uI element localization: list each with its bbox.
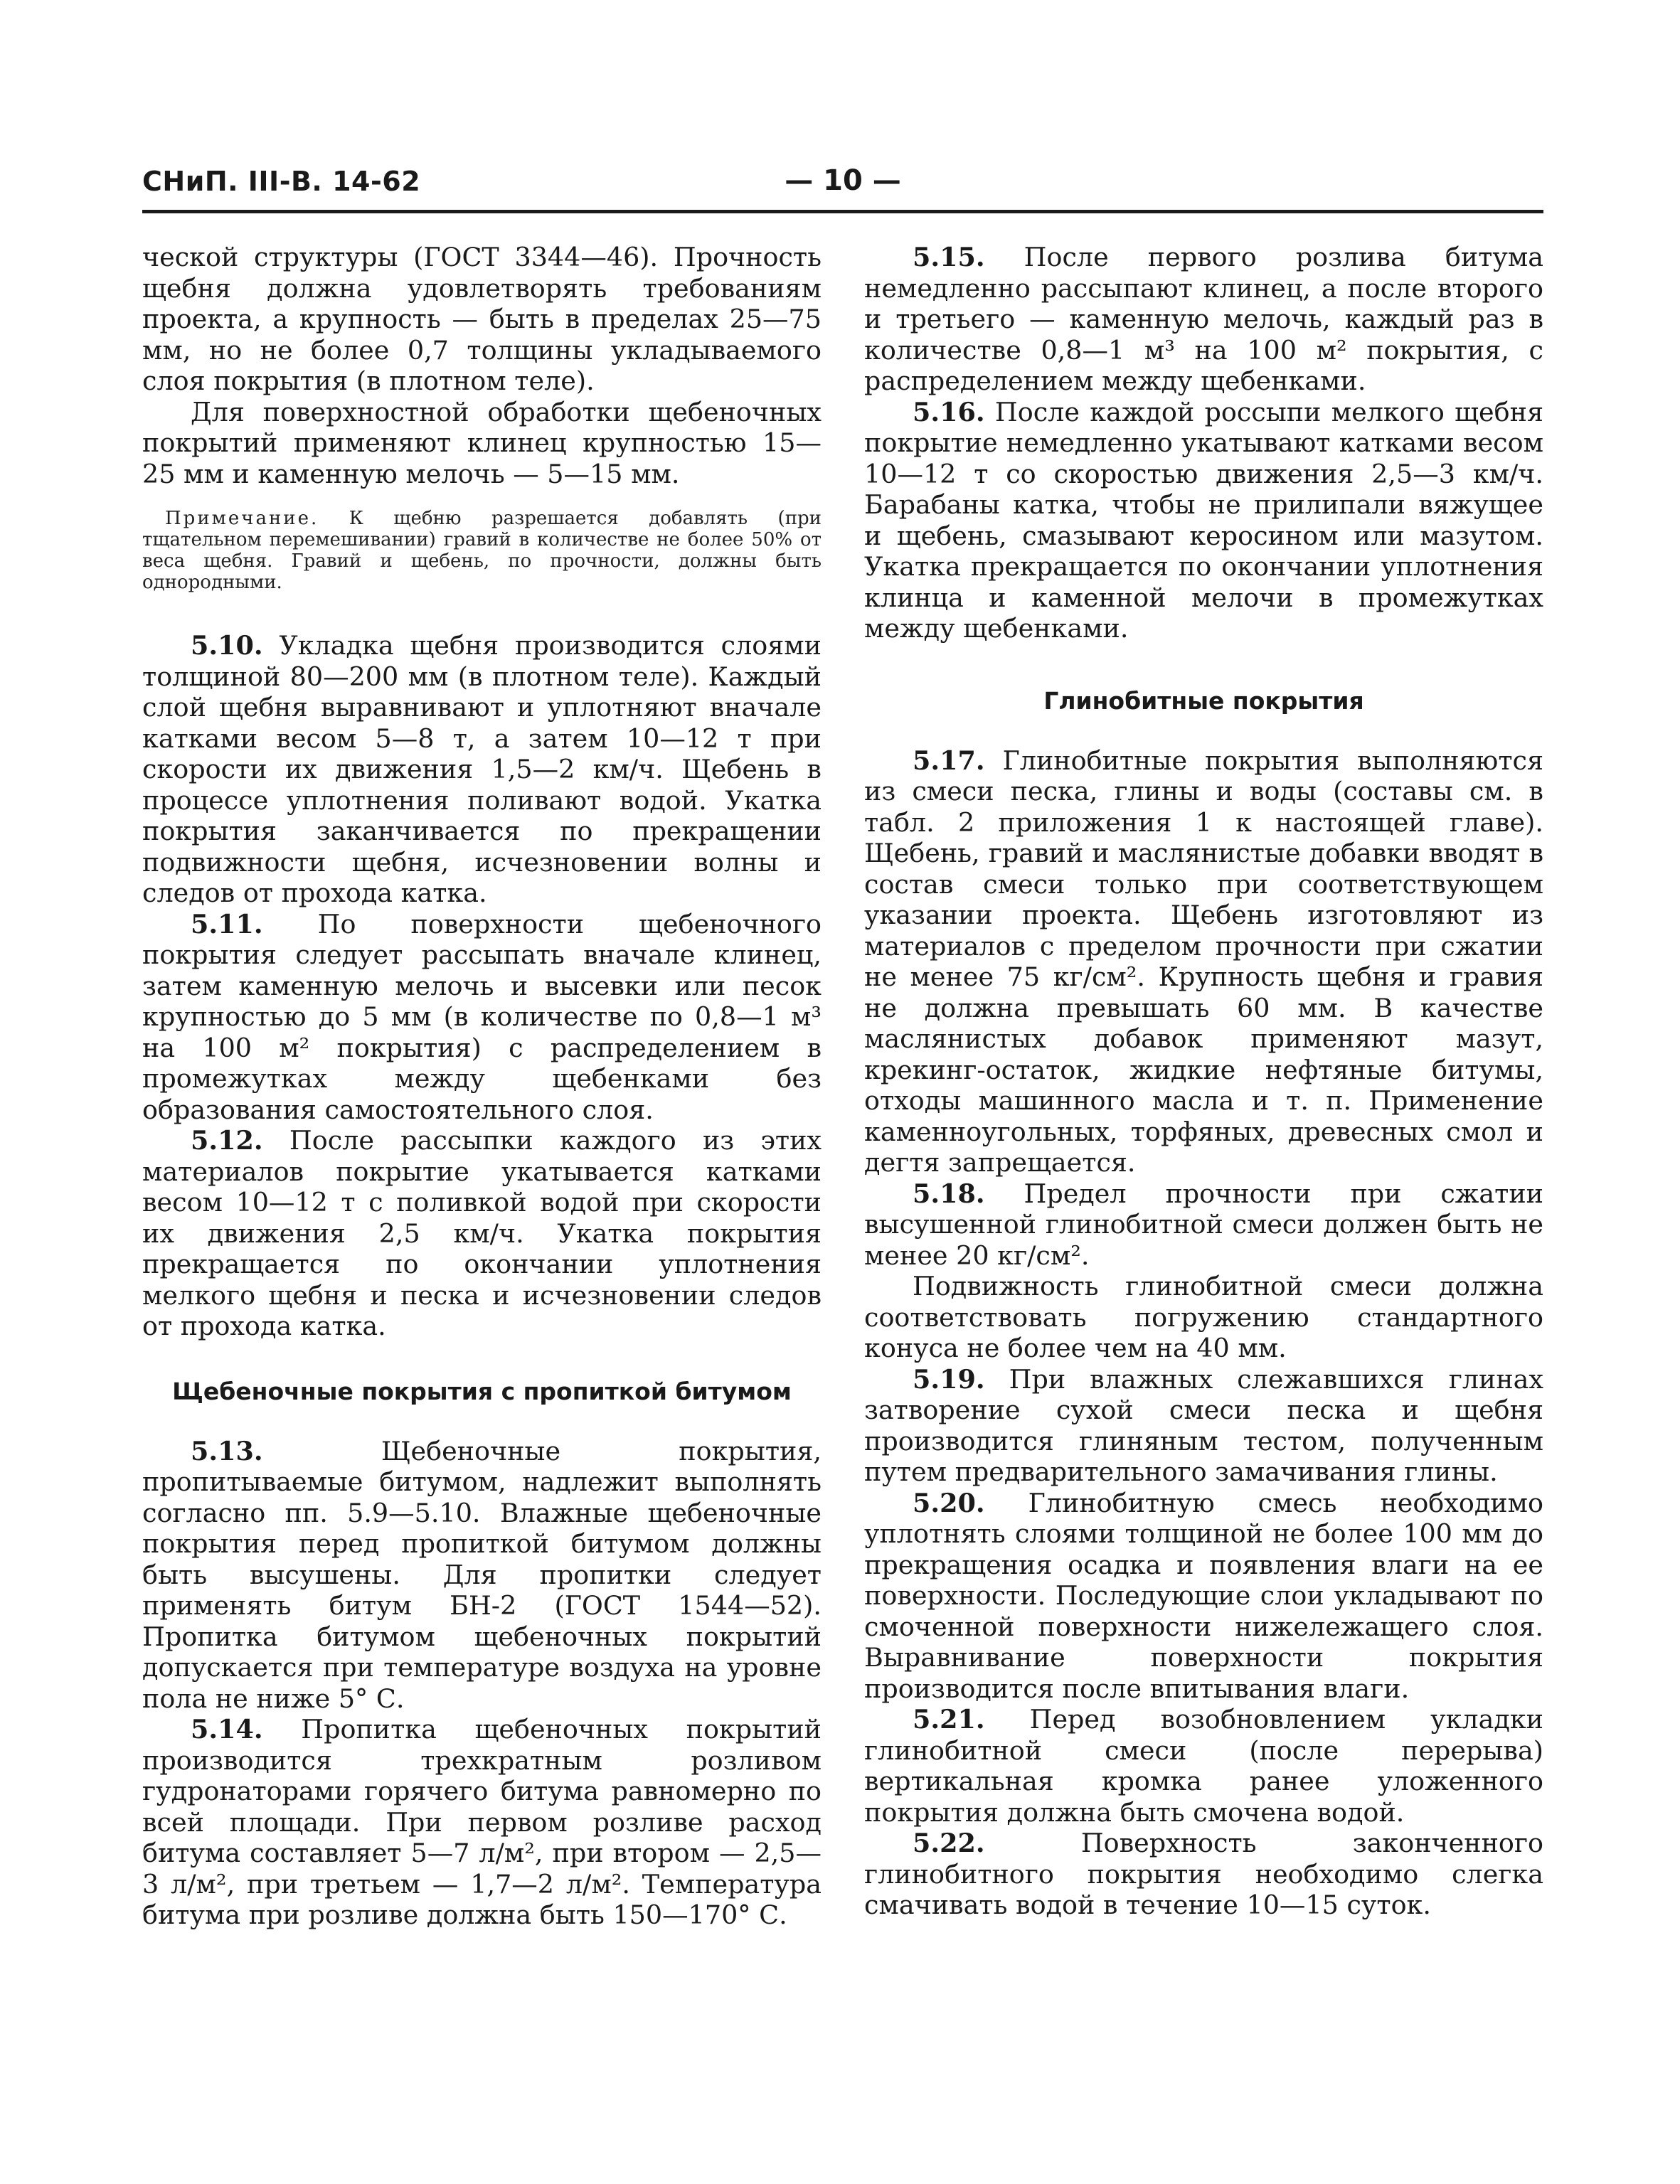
paragraph-5-11: 5.11. По поверхности щебеночного покрытия следует рассыпать вначале клинец, затем каменную мелочь и высевки или песок крупностью до 5 мм (в количестве по 0,8—1 м³ на 100 м² покрытия) с распределением в промежутках между щебенками без образования самостоятельного слоя. [142,908,822,1125]
clause-number: 5.17. [913,745,985,776]
paragraph-5-18: 5.18. Предел прочности при сжатии высушенной глинобитной смеси должен быть не менее 20 кг/см². [864,1178,1543,1271]
clause-number: 5.15. [913,242,985,272]
note [142,508,822,593]
paragraph-surface-treatment: Для поверхностной обработки щебеночных покрытий применяют клинец крупностью 15—25 мм и каменную мелочь — 5—15 мм. [142,396,822,489]
clause-number: 5.22. [913,1828,985,1858]
clause-number: 5.12. [191,1125,263,1156]
paragraph-5-18-mobility: Подвижность глинобитной смеси должна соответствовать погружению стандартного конуса не более чем на 40 мм. [864,1271,1543,1363]
left-column [142,242,822,1931]
clause-number: 5.10. [191,630,263,661]
right-column [864,242,1543,1921]
clause-number: 5.14. [191,1714,263,1744]
document-code: СНиП. III-В. 14-62 [142,166,421,197]
clause-number: 5.19. [913,1363,985,1395]
clause-number: 5.11. [191,908,263,939]
paragraph-5-16: 5.16. После каждой россыпи мелкого щебня покрытие немедленно укатывают катками весом 10—12 т со скоростью движения 2,5—3 км/ч. Барабаны катка, чтобы не прилипали вяжущее и щебень, смазывают керосином или мазутом. Укатка прекращается по окончании уплотнения клинца и каменной мелочи в промежутках между щебенками. [864,396,1543,644]
paragraph-5-14: 5.14. Пропитка щебеночных покрытий производится трехкратным розливом гудронаторами горячего битума равномерно по всей площади. При первом розливе расход битума составляет 5—7 л/м², при втором — 2,5—3 л/м², при третьем — 1,7—2 л/м². Температура битума при розливе должна быть 150—170° С. [142,1714,822,1930]
page-header [142,160,1543,213]
paragraph-5-10: 5.10. Укладка щебня производится слоями толщиной 80—200 мм (в плотном теле). Каждый слой щебня выравнивают и уплотняют вначале катками весом 5—8 т, а затем 10—12 т при скорости их движения 1,5—2 км/ч. Щебень в процессе уплотнения поливают водой. Укатка покрытия заканчивается по прекращении подвижности щебня, исчезновении волны и следов от прохода катка. [142,630,822,908]
clause-number: 5.13. [191,1435,263,1466]
paragraph-5-21: 5.21. Перед возобновлением укладки глинобитной смеси (после перерыва) вертикальная кромка ранее уложенного покрытия должна быть смочена водой. [864,1704,1543,1828]
paragraph-5-13: 5.13. Щебеночные покрытия, пропитываемые битумом, надлежит выполнять согласно пп. 5.9—5.10. Влажные щебеночные покрытия перед пропиткой битумом должны быть высушены. Для пропитки следует применять битум БН-2 (ГОСТ 1544—52). Пропитка битумом щебеночных покрытий допускается при температуре воздуха на уровне пола не ниже 5° С. [142,1435,822,1714]
section-heading-clay: Глинобитные покрытия [1043,686,1364,715]
note-label: Примечание. [165,508,319,529]
paragraph-5-17: 5.17. Глинобитные покрытия выполняются из смеси песка, глины и воды (составы см. в табл. 2 приложения 1 к настоящей главе). Щебень, гравий и маслянистые добавки вводят в состав смеси только при соответствующем указании проекта. Щебень изготовляют из материалов с пределом прочности при сжатии не менее 75 кг/см². Крупность щебня и гравия не должна превышать 60 мм. В качестве маслянистых добавок применяют мазут, крекинг-остаток, жидкие нефтяные битумы, отходы машинного масла и т. п. Применение каменноугольных, торфяных, древесных смол и дегтя запрещается. [864,745,1543,1178]
clause-number: 5.16. [913,396,985,427]
section-heading-bitumen: Щебеночные покрытия с пропиткой битумом [172,1377,792,1405]
document-page [142,160,1544,1930]
paragraph-5-20: 5.20. Глинобитную смесь необходимо уплотнять слоями толщиной не более 100 мм до прекращения осадка и появления влаги на ее поверхности. Последующие слои укладывают по смоченной поверхности нижележащего слоя. Выравнивание поверхности покрытия производится после впитывания влаги. [864,1487,1543,1704]
paragraph-continued: ческой структуры (ГОСТ 3344—46). Прочность щебня должна удовлетворять требованиям проекта, а крупность — быть в пределах 25—75 мм, но не более 0,7 толщины укладываемого слоя покрытия (в плотном теле). [142,242,822,396]
clause-number: 5.18. [913,1178,985,1209]
paragraph-5-19: 5.19. При влажных слежавшихся глинах затворение сухой смеси песка и щебня производится глиняным тестом, полученным путем предварительного замачивания глины. [864,1363,1544,1487]
note-text: К щебню разрешается добавлять (при тщательном перемешивании) гравий в количестве не более 50% от веса щебня. Гравий и щебень, по прочности, должны быть однородными. [142,508,822,593]
paragraph-5-22: 5.22. Поверхность законченного глинобитного покрытия необходимо слегка смачивать водой в течение 10—15 суток. [864,1828,1543,1920]
page-number: — 10 — [785,164,901,197]
paragraph-5-12: 5.12. После рассыпки каждого из этих материалов покрытие укатывается катками весом 10—12 т с поливкой водой при скорости их движения 2,5 км/ч. Укатка покрытия прекращается по окончании уплотнения мелкого щебня и песка и исчезновении следов от прохода катка. [142,1125,822,1341]
paragraph-5-15: 5.15. После первого розлива битума немедленно рассыпают клинец, а после второго и третьего — каменную мелочь, каждый раз в количестве 0,8—1 м³ на 100 м² покрытия, с распределением между щебенками. [864,242,1543,396]
clause-number: 5.20. [913,1487,985,1518]
clause-number: 5.21. [913,1704,985,1735]
